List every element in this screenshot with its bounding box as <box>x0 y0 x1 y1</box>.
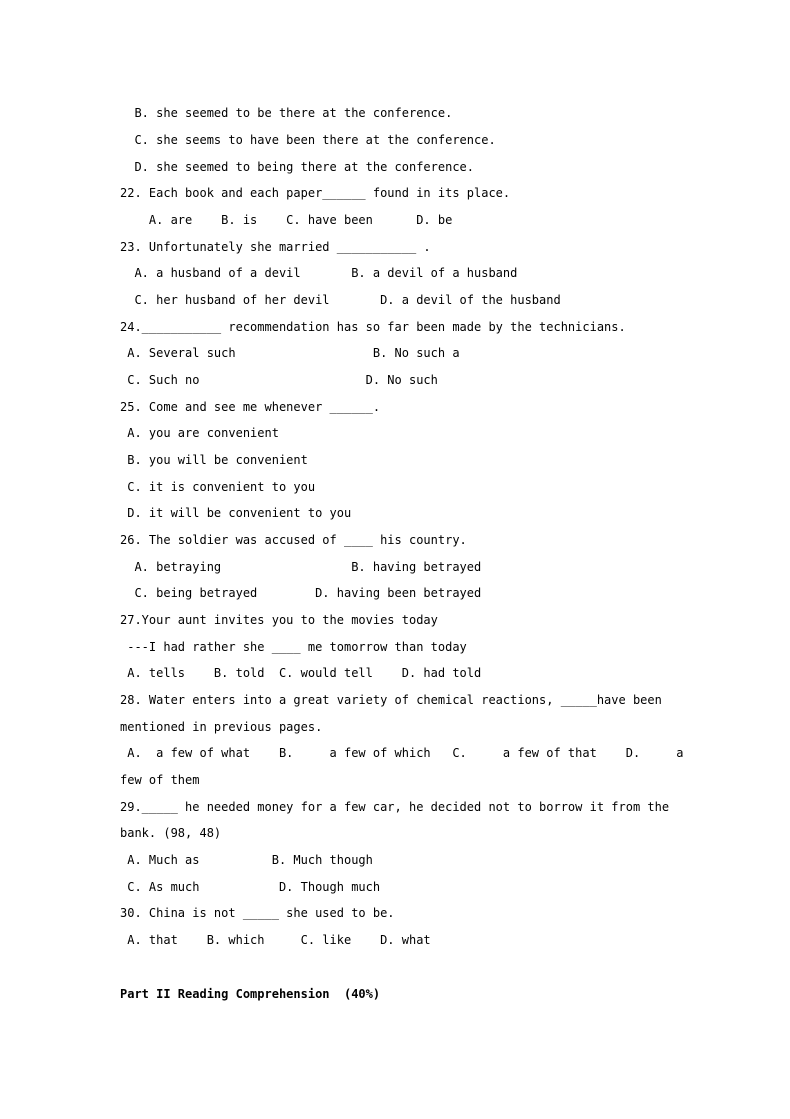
option-21-b: B. she seemed to be there at the conference. <box>120 106 453 120</box>
options-23-ab: A. a husband of a devil B. a devil of a husband <box>120 266 518 280</box>
question-23: 23. Unfortunately she married ___________ . <box>120 240 431 254</box>
question-28: 28. Water enters into a great variety of chemical reactions, _____have been <box>120 693 662 707</box>
options-28: A. a few of what B. a few of which C. a few of that D. a <box>120 746 684 760</box>
question-22: 22. Each book and each paper______ found in its place. <box>120 186 511 200</box>
question-29: 29._____ he needed money for a few car, he decided not to borrow it from the <box>120 800 670 814</box>
question-27: 27.Your aunt invites you to the movies today <box>120 613 438 627</box>
question-24: 24.___________ recommendation has so far been made by the technicians. <box>120 320 626 334</box>
options-24-cd: C. Such no D. No such <box>120 373 438 387</box>
question-27-reply: ---I had rather she ____ me tomorrow than today <box>120 640 467 654</box>
option-25-b: B. you will be convenient <box>120 453 308 467</box>
options-23-cd: C. her husband of her devil D. a devil of the husband <box>120 293 561 307</box>
option-25-d: D. it will be convenient to you <box>120 506 352 520</box>
options-22: A. are B. is C. have been D. be <box>120 213 453 227</box>
options-29-cd: C. As much D. Though much <box>120 880 381 894</box>
options-29-ab: A. Much as B. Much though <box>120 853 373 867</box>
question-25: 25. Come and see me whenever ______. <box>120 400 381 414</box>
question-26: 26. The soldier was accused of ____ his country. <box>120 533 467 547</box>
section-heading: Part II Reading Comprehension (40%) <box>120 987 381 1001</box>
option-25-c: C. it is convenient to you <box>120 480 316 494</box>
options-30: A. that B. which C. like D. what <box>120 933 431 947</box>
question-29-cont: bank. (98, 48) <box>120 826 222 840</box>
option-21-d: D. she seemed to being there at the conference. <box>120 160 475 174</box>
options-27: A. tells B. told C. would tell D. had told <box>120 666 482 680</box>
question-30: 30. China is not _____ she used to be. <box>120 906 395 920</box>
option-25-a: A. you are convenient <box>120 426 279 440</box>
options-26-ab: A. betraying B. having betrayed <box>120 560 482 574</box>
option-21-c: C. she seems to have been there at the conference. <box>120 133 496 147</box>
options-24-ab: A. Several such B. No such a <box>120 346 460 360</box>
question-28-cont: mentioned in previous pages. <box>120 720 323 734</box>
options-28-cont: few of them <box>120 773 200 787</box>
options-26-cd: C. being betrayed D. having been betrayed <box>120 586 482 600</box>
